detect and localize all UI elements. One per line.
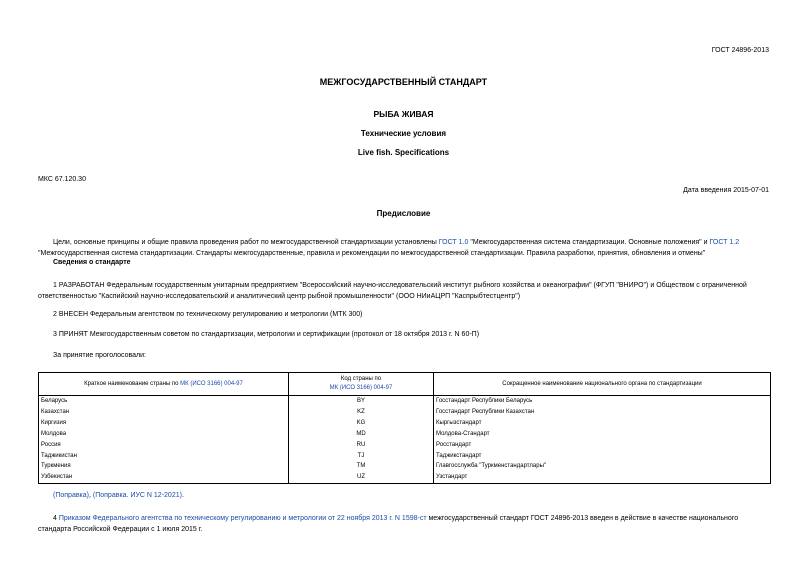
national-body: Таджикстандарт [434, 451, 771, 462]
country-code: UZ [289, 472, 434, 483]
order-link[interactable]: Приказом Федерального агентства по техническому регулированию и метрологии от 22 ноября 2013 г. N 1598-ст [58, 515, 427, 522]
country-code: RU [289, 440, 434, 451]
document-title: РЫБА ЖИВАЯ [373, 109, 434, 119]
country-code: MD [289, 429, 434, 440]
national-body: Госстандарт Республики Беларусь [434, 396, 771, 407]
national-body: Росстандарт [434, 440, 771, 451]
voted-for-label: За принятие проголосовали: [53, 352, 146, 359]
mk-iso-link[interactable]: МК (ИСО 3166) 004-97 [329, 385, 393, 391]
national-body: Главгосслужба "Туркменстандартлары" [434, 461, 771, 472]
table-row [39, 451, 771, 462]
mks-code: МКС 67.120.30 [38, 176, 86, 183]
table-row [39, 396, 771, 407]
standard-type-heading: МЕЖГОСУДАРСТВЕННЫЙ СТАНДАРТ [319, 77, 488, 87]
amendment-link[interactable]: (Поправка) [53, 492, 89, 499]
countries-table [38, 372, 771, 484]
national-body: Молдова-Стандарт [434, 429, 771, 440]
gost-1-2-link[interactable]: ГОСТ 1.2 [709, 239, 740, 246]
mk-iso-link[interactable]: МК (ИСО 3166) 004-97 [180, 380, 243, 387]
document-subtitle: Технические условия [360, 129, 447, 138]
country-code: KG [289, 418, 434, 429]
national-body: Узстандарт [434, 472, 771, 483]
country-code: KZ [289, 407, 434, 418]
amendment-ius-link[interactable]: (Поправка. ИУС N 12-2021) [92, 492, 182, 499]
standard-info-heading: Сведения о стандарте [53, 259, 131, 266]
table-row [39, 429, 771, 440]
national-body: Госстандарт Республики Казахстан [434, 407, 771, 418]
p1-text-c: "Межгосударственная система стандартизации. Стандарты межгосударственные, правила и рекомендации по межгосударственной стандартизации. Правила разработки, принятия, обновления и отмены" [38, 250, 706, 257]
header-country-code: Код страны по МК (ИСО 3166) 004-97 [289, 373, 434, 396]
country-name: Молдова [39, 429, 289, 440]
country-name: Казахстан [39, 407, 289, 418]
country-name: Таджикистан [39, 451, 289, 462]
country-code: TJ [289, 451, 434, 462]
amendments-line: (Поправка), (Поправка. ИУС N 12-2021). [53, 492, 184, 499]
country-name: Узбекистан [39, 472, 289, 483]
foreword-heading: Предисловие [376, 209, 431, 218]
gost-1-0-link[interactable]: ГОСТ 1.0 [438, 239, 469, 246]
developed-by-paragraph: 1 РАЗРАБОТАН Федеральным государственным унитарным предприятием "Всероссийский научно-исследовательский институт рыбного хозяйства и океанографии" (ФГУП "ВНИРО") и Обществом с ограниченной ответственностью "Каспийский научно-исследовательский и аналитический центр рыбной промышленности" (ООО НИиАЦРП "Каспрыбтестцентр") [38, 282, 747, 300]
table-row [39, 418, 771, 429]
document-title-english: Live fish. Specifications [357, 148, 450, 157]
header-national-body: Сокращенное наименование национального органа по стандартизации [434, 373, 771, 396]
table-row [39, 440, 771, 451]
country-name: Туркмения [39, 461, 289, 472]
enactment-paragraph: 4 Приказом Федерального агентства по техническому регулированию и метрологии от 22 ноября 2013 г. N 1598-ст межгосударственный стандарт ГОСТ 24896-2013 введен в действие в качестве национального стандарта Российской Федерации с 1 июля 2015 г. [38, 515, 739, 533]
country-name: Беларусь [39, 396, 289, 407]
header-country-name: Краткое наименование страны по МК (ИСО 3166) 004-97 [39, 373, 289, 396]
table-row [39, 472, 771, 483]
submitted-by-paragraph: 2 ВНЕСЕН Федеральным агентством по техническому регулированию и метрологии (МТК 300) [53, 311, 363, 318]
document-number: ГОСТ 24896-2013 [711, 47, 769, 54]
table-row [39, 461, 771, 472]
adopted-by-paragraph: 3 ПРИНЯТ Межгосударственным советом по стандартизации, метрологии и сертификации (протокол от 18 октября 2013 г. N 60-П) [53, 331, 480, 338]
intro-date: Дата введения 2015-07-01 [683, 187, 769, 194]
country-code: BY [289, 396, 434, 407]
country-name: Киргизия [39, 418, 289, 429]
national-body: Кыргызстандарт [434, 418, 771, 429]
table-row [39, 407, 771, 418]
country-name: Россия [39, 440, 289, 451]
table-header-row [39, 373, 771, 396]
country-code: TM [289, 461, 434, 472]
p1-text-a: Цели, основные принципы и общие правила проведения работ по межгосударственной стандартизации установлены [53, 239, 439, 246]
p1-text-b: "Межгосударственная система стандартизации. Основные положения" и [468, 239, 710, 246]
foreword-paragraph-1 [38, 237, 771, 259]
